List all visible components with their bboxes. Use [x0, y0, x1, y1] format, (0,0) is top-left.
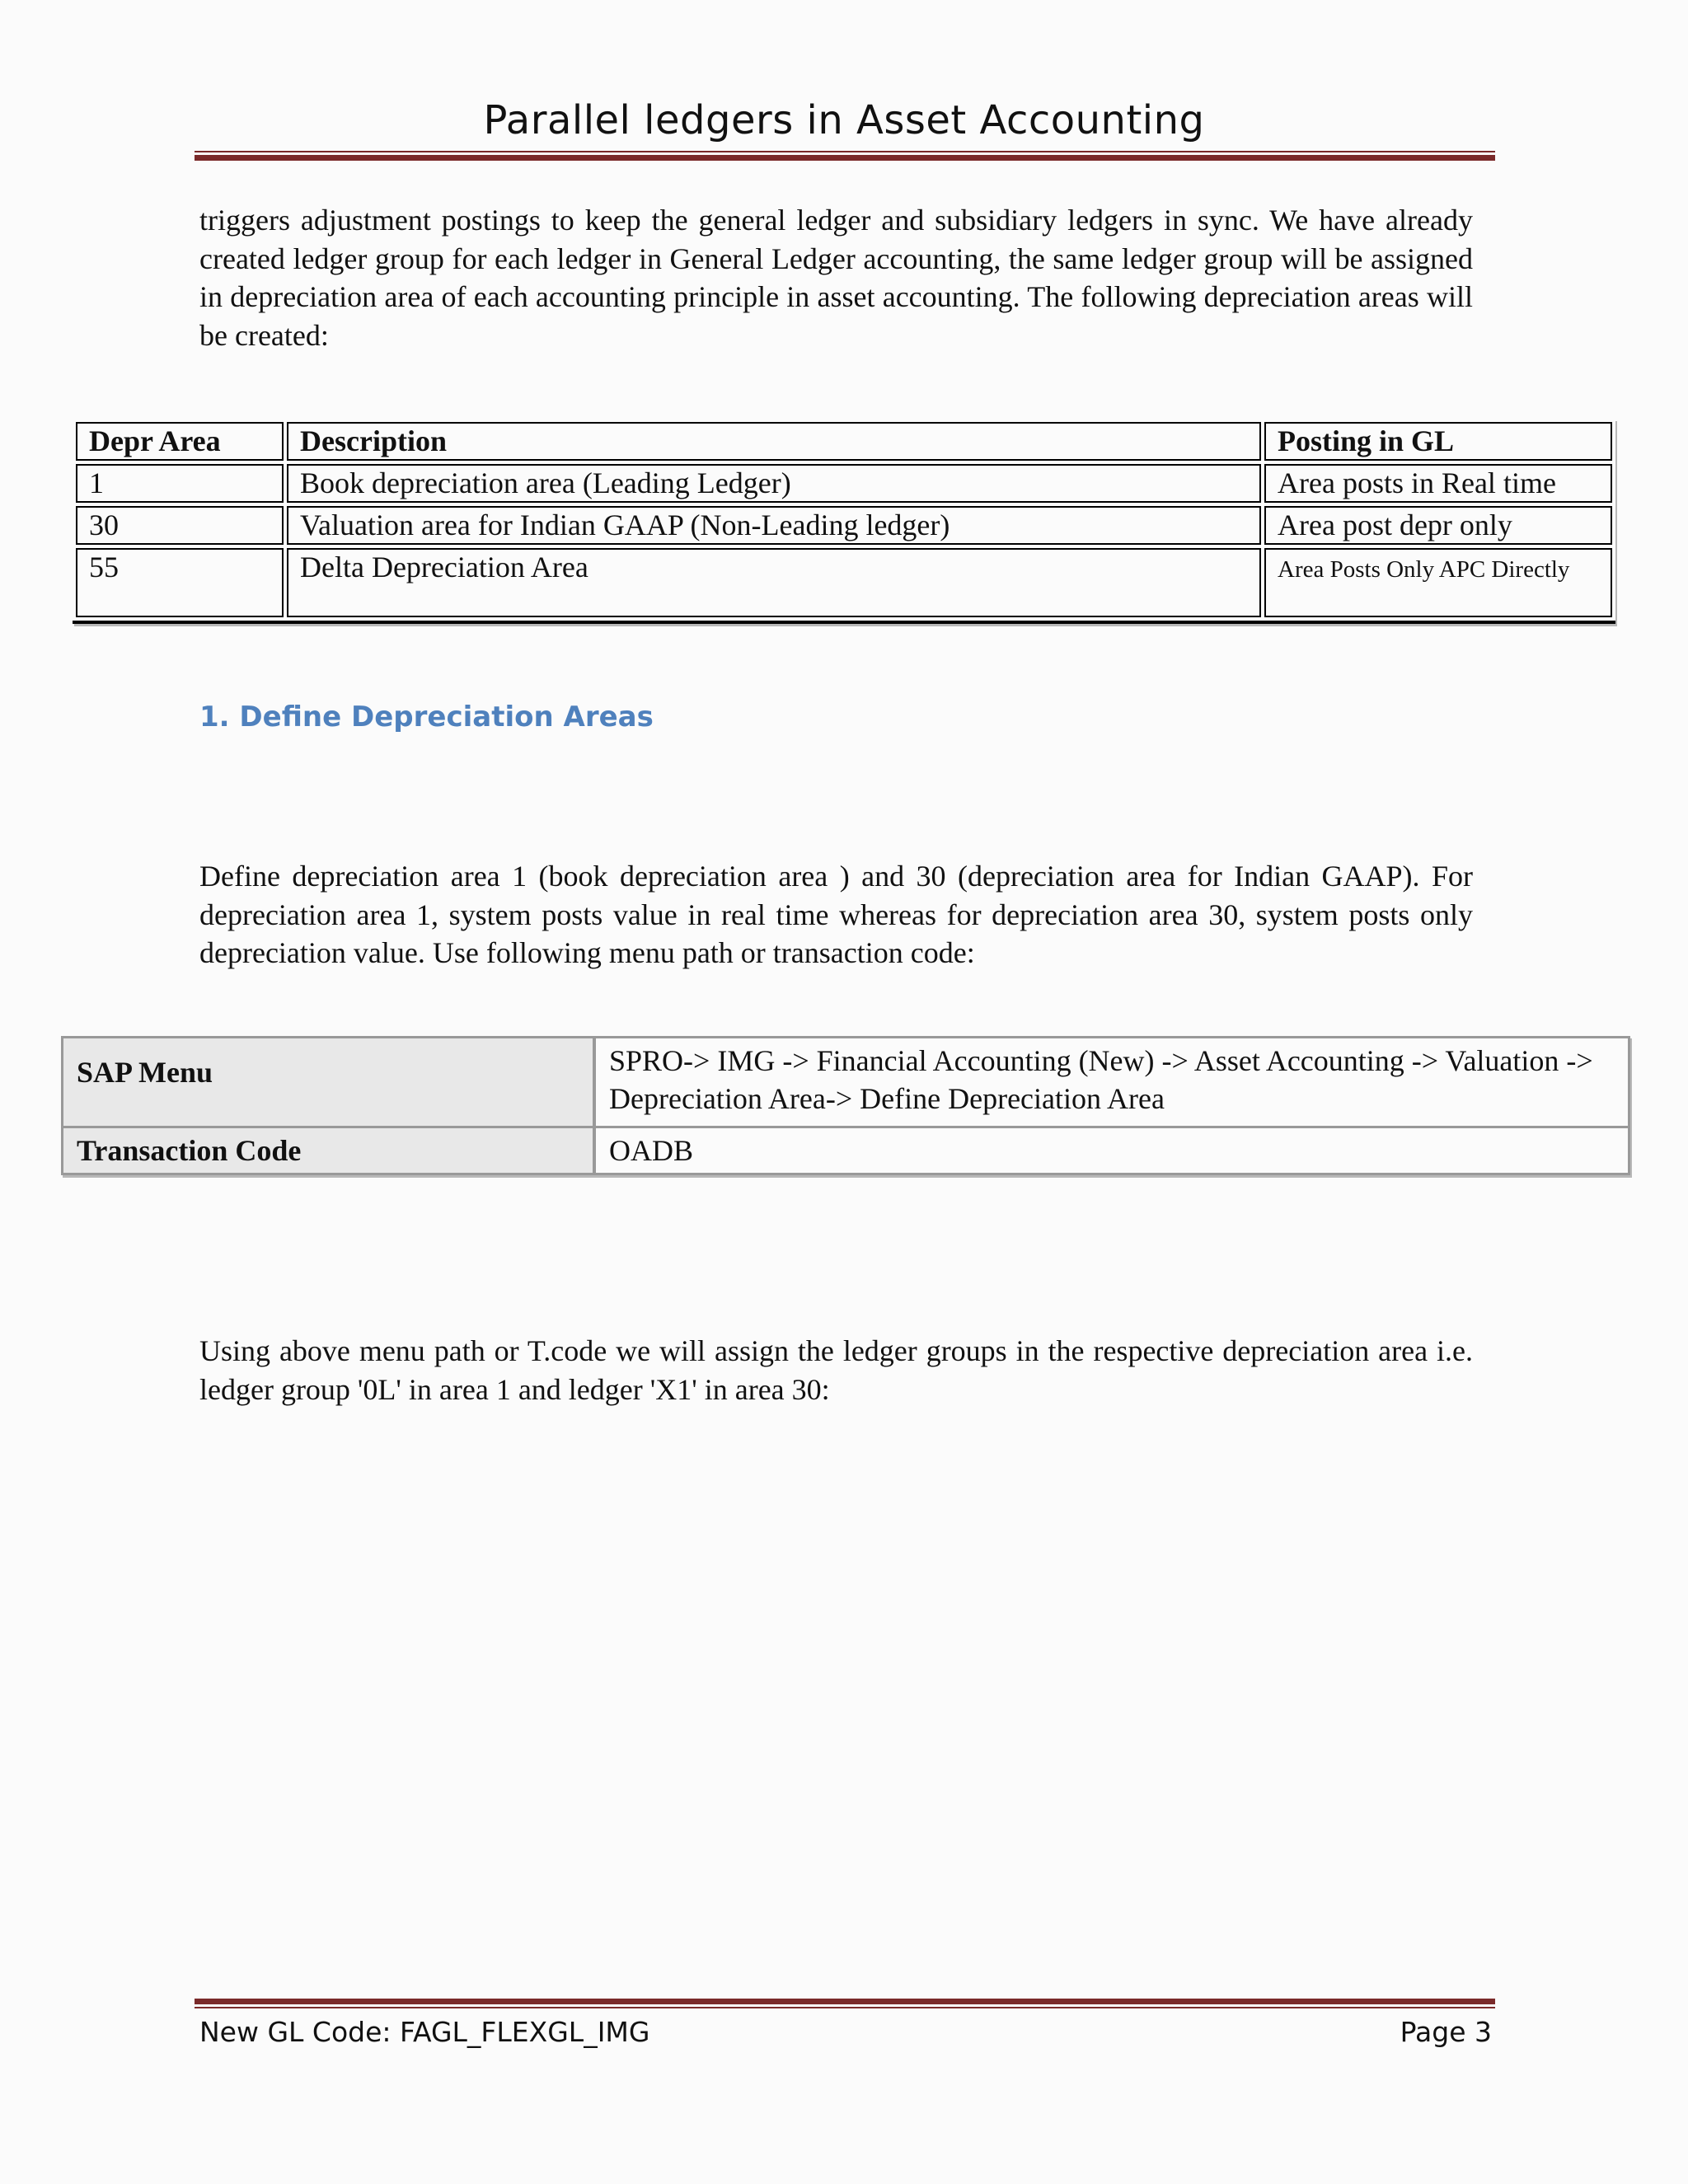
- footer-rule-bottom: [195, 2007, 1495, 2008]
- footer-page-number: Page 3: [1400, 2016, 1492, 2048]
- table-row: [76, 506, 1612, 545]
- table-row: [76, 548, 1612, 617]
- posting-cell: Area posts in Real time: [1264, 464, 1612, 503]
- description-cell: Valuation area for Indian GAAP (Non-Leading ledger): [287, 506, 1261, 545]
- transaction-code-value: OADB: [594, 1127, 1629, 1174]
- description-cell: Book depreciation area (Leading Ledger): [287, 464, 1261, 503]
- define-paragraph: Define depreciation area 1 (book depreciation area ) and 30 (depreciation area for Indian GAAP). For depreciation area 1, system posts value in real time whereas for depreciation area 30, system posts only depreciation value. Use following menu path or transaction code:: [199, 860, 1473, 969]
- header-rule-top: [195, 151, 1495, 152]
- depr-area-cell: 1: [76, 464, 284, 503]
- header-rule: [195, 155, 1495, 161]
- menu-path-table: [61, 1036, 1630, 1175]
- intro-paragraph: triggers adjustment postings to keep the general ledger and subsidiary ledgers in sync. We have already created ledger group for each ledger in General Ledger accounting, the same ledger group will be assigned in depreciation area of each accounting principle in asset accounting. The following depreciation areas will be created:: [199, 204, 1473, 352]
- table-row: [63, 1127, 1629, 1174]
- header-cell-posting-in-gl: Posting in GL: [1264, 422, 1612, 461]
- table-row: [76, 464, 1612, 503]
- table-row: [63, 1038, 1629, 1127]
- posting-cell: Area Posts Only APC Directly: [1264, 548, 1612, 617]
- description-cell: Delta Depreciation Area: [287, 548, 1261, 617]
- depr-area-cell: 30: [76, 506, 284, 545]
- depreciation-areas-table: [73, 419, 1615, 624]
- transaction-code-label: Transaction Code: [63, 1127, 595, 1174]
- page-header-title: Parallel ledgers in Asset Accounting: [483, 97, 1205, 143]
- sap-menu-value: SPRO-> IMG -> Financial Accounting (New) -> Asset Accounting -> Valuation -> Depreciation Area-> Define Depreciation Area: [594, 1038, 1629, 1127]
- depr-area-cell: 55: [76, 548, 284, 617]
- posting-cell: Area post depr only: [1264, 506, 1612, 545]
- section-heading: 1. Define Depreciation Areas: [199, 701, 654, 733]
- header-cell-depr-area: Depr Area: [76, 422, 284, 461]
- header-cell-description: Description: [287, 422, 1261, 461]
- sap-menu-label: SAP Menu: [63, 1038, 595, 1127]
- footer-rule: [195, 1999, 1495, 2004]
- using-paragraph: Using above menu path or T.code we will assign the ledger groups in the respective depreciation area i.e. ledger group '0L' in area 1 and ledger 'X1' in area 30:: [199, 1334, 1473, 1406]
- footer-document-code: New GL Code: FAGL_FLEXGL_IMG: [199, 2016, 650, 2048]
- table-header-row: [76, 422, 1612, 461]
